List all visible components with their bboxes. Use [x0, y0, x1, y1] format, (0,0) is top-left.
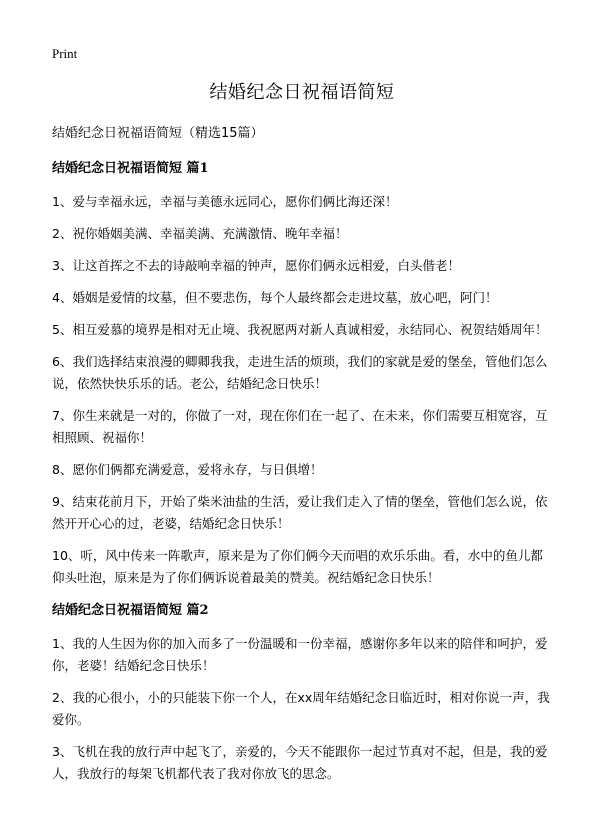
paragraph: 7、你生来就是一对的，你做了一对，现在你们在一起了、在未来，你们需要互相宽容，互相照顾、祝福你！ — [52, 408, 548, 445]
section-heading: 结婚纪念日祝福语简短 篇1 — [52, 161, 209, 176]
paragraph: 1、爱与幸福永远，幸福与美德永远同心，愿你们俩比海还深！ — [52, 194, 398, 209]
paragraph: 8、愿你们俩都充满爱意，爱将永存，与日俱增！ — [52, 462, 323, 477]
paragraph: 5、相互爱慕的境界是相对无止境、我祝愿两对新人真诚相爱，永结同心、祝贺结婚周年！ — [52, 322, 548, 337]
paragraph: 3、飞机在我的放行声中起飞了，亲爱的，今天不能跟你一起过节真对不起，但是，我的爱人，我放行的每架飞机都代表了我对你放飞的思念。 — [52, 744, 548, 781]
document — [52, 78, 552, 795]
paragraph: 3、让这首挥之不去的诗敲响幸福的钟声，愿你们俩永远相爱，白头偕老！ — [52, 258, 460, 273]
paragraph: 10、听，风中传来一阵歌声，原来是为了你们俩今天而唱的欢乐乐曲。看，水中的鱼儿都仰头吐泡，原来是为了你们俩诉说着最美的赞美。祝结婚纪念日快乐！ — [52, 548, 543, 585]
paragraph: 2、祝你婚姻美满、幸福美满、充满激情、晚年幸福！ — [52, 226, 348, 241]
section-2 — [52, 599, 552, 785]
paragraph: 2、我的心很小，小的只能装下你一个人，在xx周年结婚纪念日临近时，相对你说一声，我爱你。 — [52, 690, 550, 727]
document-subtitle: 结婚纪念日祝福语简短（精选15篇） — [52, 126, 264, 141]
paragraph: 4、婚姻是爱情的坟墓，但不要悲伤，每个人最终都会走进坟墓，放心吧，阿门！ — [52, 290, 498, 305]
section-1 — [52, 157, 552, 589]
paragraph: 6、我们选择结束浪漫的卿卿我我，走进生活的烦琐，我们的家就是爱的堡垒，管他们怎么说，依然快快乐乐的话。老公，结婚纪念日快乐！ — [52, 354, 548, 391]
paragraph: 9、结束花前月下，开始了柴米油盐的生活，爱让我们走入了情的堡垒，管他们怎么说，依然开开心心的过，老婆，结婚纪念日快乐！ — [52, 494, 548, 531]
section-heading: 结婚纪念日祝福语简短 篇2 — [52, 603, 209, 618]
paragraph: 1、我的人生因为你的加入而多了一份温暖和一份幸福，感谢你多年以来的陪伴和呵护，爱你，老婆！结婚纪念日快乐！ — [52, 636, 548, 673]
page-title: 结婚纪念日祝福语简短 — [209, 82, 395, 103]
print-link[interactable]: Print — [52, 46, 78, 61]
